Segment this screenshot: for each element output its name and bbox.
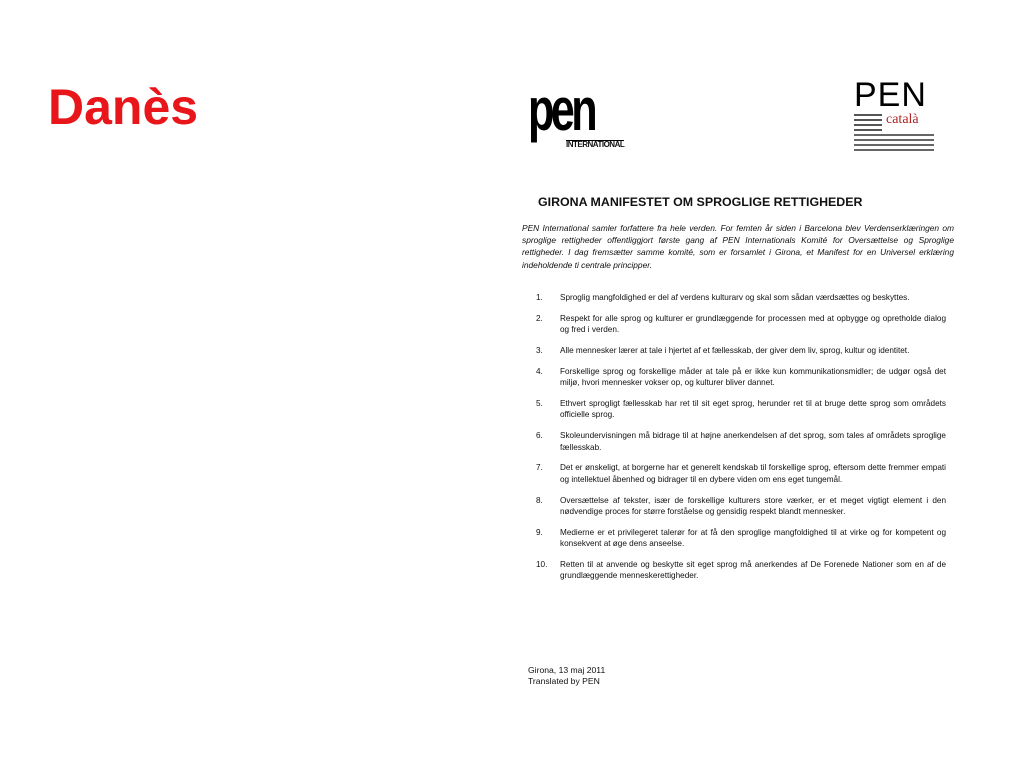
item-text: Skoleundervisningen må bidrage til at højne anerkendelsen af det sprog, som tales af områdets sproglige fællesskab. — [560, 431, 946, 452]
item-number: 2. — [536, 313, 543, 323]
list-item — [538, 345, 946, 356]
item-number: 7. — [536, 463, 543, 473]
list-item — [538, 398, 946, 421]
pen-catala-word: PEN — [854, 76, 927, 114]
translated-by: Translated by PEN — [528, 676, 600, 686]
item-number: 1. — [536, 293, 543, 302]
place-date: Girona, 13 maj 2011 — [528, 665, 606, 675]
list-item — [538, 366, 946, 389]
list-item — [538, 527, 946, 550]
item-number: 6. — [536, 431, 543, 441]
list-item — [538, 430, 946, 453]
item-number: 9. — [536, 527, 543, 537]
item-number: 4. — [536, 366, 543, 376]
list-item — [538, 495, 946, 518]
item-text: Sproglig mangfoldighed er del af verdens kulturarv og skal som sådan værdsættes og beskyttes. — [560, 293, 910, 302]
list-item — [538, 292, 946, 303]
item-text: Forskellige sprog og forskellige måder at tale på er ikke kun kommunikationsmidler; de udgør også det miljø, hvori mennesker vokser op, og kulturer bliver dannet. — [560, 366, 946, 388]
item-number: 8. — [536, 495, 543, 505]
document-intro: PEN International samler forfattere fra hele verden. For femten år siden i Barcelona blev Verdenserklæringen om sproglige rettigheder offentliggjort første gang af PEN Internationals Komité for Oversættelse og Sproglige rettigheder. I dag fremsætter samme komité, som er forsamlet i Girona, et Manifest for en Universel erklæring indeholdende ti centrale principper. — [522, 223, 954, 270]
list-item — [538, 462, 946, 485]
item-text: Oversættelse af tekster, især de forskellige kulturers store værker, er et meget vigtigt element i den nødvendige proces for større forståelse og gensidig respekt blandt mennesker. — [560, 495, 946, 517]
pen-logo-subtitle: INTERNATIONAL — [566, 140, 625, 149]
pen-international-logo — [528, 76, 625, 149]
item-text: Det er ønskeligt, at borgerne har et generelt kendskab til forskellige sprog, eftersom dette fremmer empati og intellektuel åbenhed og bidrager til en dybere viden om ens eget tungemål. — [560, 463, 946, 484]
item-number: 10. — [536, 560, 548, 570]
list-item — [538, 313, 946, 336]
list-item — [538, 559, 946, 582]
item-text: Alle mennesker lærer at tale i hjertet af et fællesskab, der giver dem liv, sprog, kultur og identitet. — [560, 346, 910, 355]
document-title: GIRONA MANIFESTET OM SPROGLIGE RETTIGHEDER — [538, 195, 863, 209]
slide-title: Danès — [48, 79, 199, 135]
document-footer — [528, 665, 605, 687]
item-number: 3. — [536, 346, 543, 355]
pen-catala-fineprint — [854, 134, 934, 154]
pen-catala-fineprint-left — [854, 114, 882, 134]
pen-catala-logo — [854, 78, 944, 158]
item-text: Medierne er et privilegeret talerør for at få den sproglige mangfoldighed til at virke og for kompetent og konsekvent at øge dens anseelse. — [560, 527, 946, 549]
pen-catala-subtitle: català — [886, 112, 919, 127]
principles-list — [538, 292, 946, 591]
pen-logo-word: pen — [528, 76, 595, 143]
scanned-document — [514, 70, 954, 710]
item-text: Ethvert sprogligt fællesskab har ret til sit eget sprog, herunder ret til at bruge dette sprog som områdets officielle sprog. — [560, 399, 946, 420]
item-number: 5. — [536, 399, 543, 408]
item-text: Respekt for alle sprog og kulturer er grundlæggende for processen med at opbygge og opretholde dialog og fred i verden. — [560, 313, 946, 335]
item-text: Retten til at anvende og beskytte sit eget sprog må anerkendes af De Forenede Nationer som en af de grundlæggende menneskerettigheder. — [560, 560, 946, 581]
